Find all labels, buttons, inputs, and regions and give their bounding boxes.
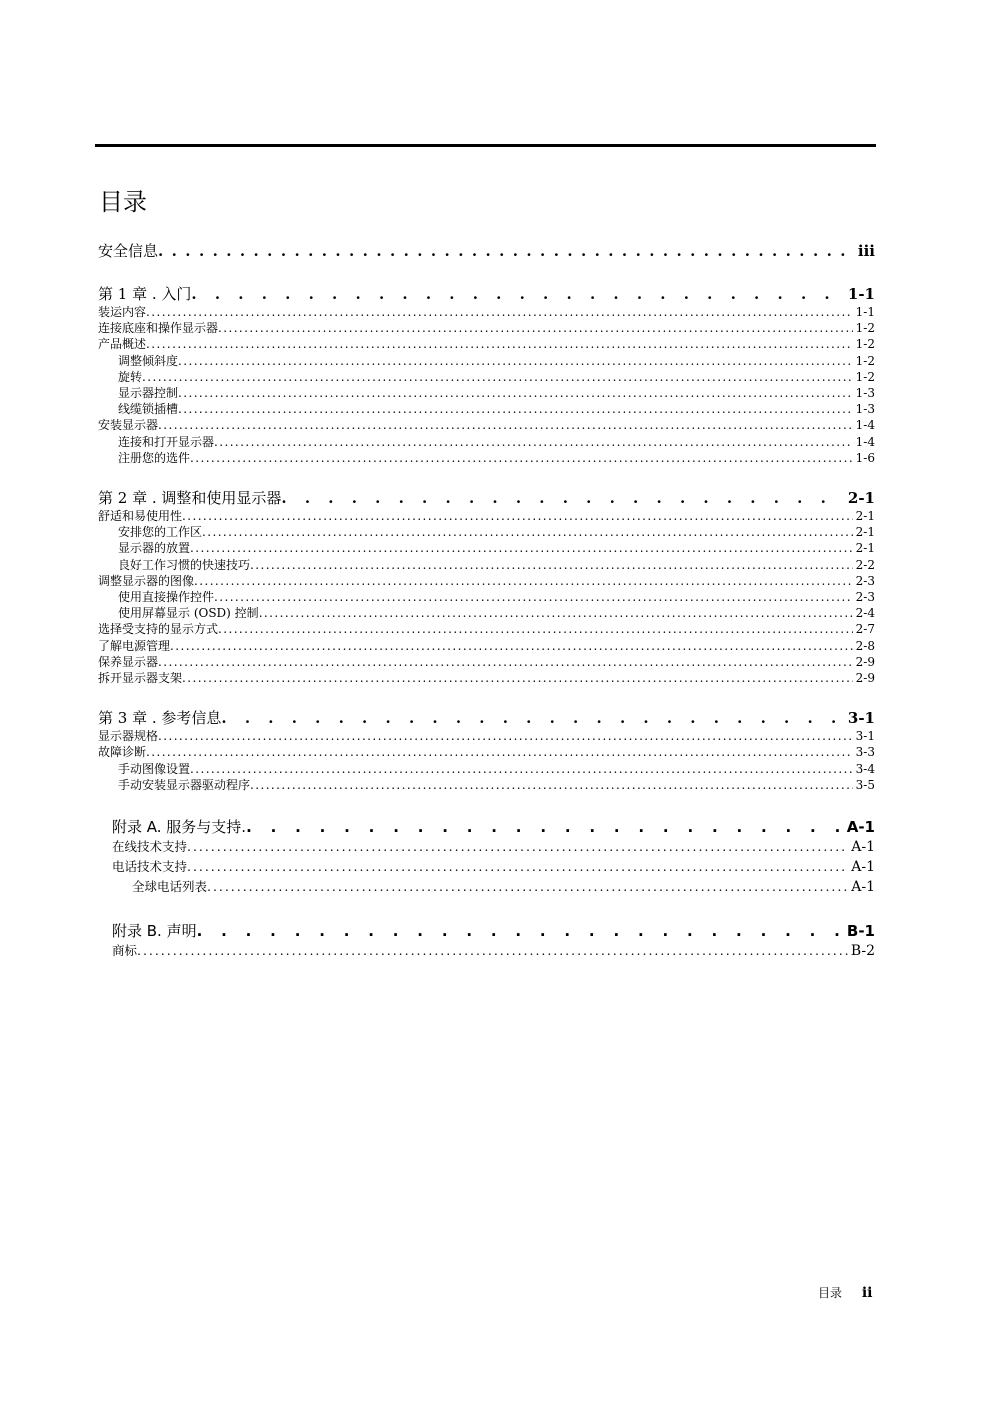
toc-entry[interactable] [98, 857, 875, 877]
leader-dots [146, 744, 853, 760]
leader-dots [158, 240, 855, 262]
appendix-heading[interactable] [98, 817, 875, 837]
leader-dots [259, 605, 853, 621]
toc-entry-page: 1-4 [855, 434, 875, 449]
leader-dots [187, 837, 848, 857]
toc-entry-title: 良好工作习惯的快速技巧 [118, 557, 251, 572]
toc-entry[interactable] [98, 589, 875, 605]
toc-entry-title: 装运内容 [98, 305, 147, 319]
toc-entry-page: 1-2 [855, 337, 875, 352]
leader-dots [190, 450, 853, 466]
toc-entry-title: 安装显示器 [98, 418, 159, 433]
toc-entry[interactable] [98, 573, 875, 589]
leader-dots [207, 877, 848, 897]
toc-entry-title: 了解电源管理 [98, 638, 171, 653]
toc-entry-title: 使用屏幕显示 (OSD) 控制 [118, 606, 259, 621]
toc-entry-title: 全球电话列表 [132, 879, 208, 895]
toc-entry-title: 第 2 章 . 调整和使用显示器 [98, 489, 282, 508]
toc-entry-page: A-1 [851, 879, 875, 896]
toc-entry[interactable] [98, 320, 875, 336]
toc-entry[interactable] [98, 434, 875, 450]
toc-entry-page: 1-3 [855, 386, 875, 401]
toc-entry-page: 2-1 [855, 541, 875, 556]
toc-entry[interactable] [98, 524, 875, 540]
toc-entry-title: 附录 B. 声明 [112, 922, 197, 941]
toc-entry-title: 附录 A. 服务与支持. [112, 818, 247, 837]
toc-entry-page: A-1 [846, 818, 875, 837]
toc-entry-title: 连接和打开显示器 [118, 434, 215, 449]
toc-entry[interactable] [98, 728, 875, 744]
toc-entry-title: 旋转 [118, 369, 143, 384]
leader-dots [250, 557, 853, 573]
chapter-list [98, 284, 875, 793]
toc-entry[interactable] [98, 877, 875, 897]
toc-entry[interactable] [98, 369, 875, 385]
toc-entry-page: 2-8 [855, 638, 875, 653]
footer-label: 目录 [818, 1286, 843, 1300]
toc-entry-page: 2-9 [855, 671, 875, 686]
toc-entry-title: 在线技术支持 [112, 839, 188, 855]
toc-entry-page: 1-1 [855, 305, 875, 319]
toc-entry-title: 保养显示器 [98, 654, 159, 669]
chapter-heading[interactable] [98, 488, 875, 508]
toc-entry-page: 1-2 [855, 353, 875, 368]
toc-entry-page: 2-7 [855, 622, 875, 637]
leader-dots [221, 708, 845, 728]
toc-entry[interactable] [98, 605, 875, 621]
toc-entry[interactable] [98, 385, 875, 401]
toc-entry[interactable] [98, 353, 875, 369]
toc-entry[interactable] [98, 450, 875, 466]
appendix-heading[interactable] [98, 921, 875, 941]
footer-page-number: ii [861, 1285, 873, 1301]
leader-dots [218, 621, 853, 637]
toc-entry-page: 1-2 [855, 369, 875, 384]
leader-dots [158, 654, 853, 670]
toc-entry-page: 2-9 [855, 654, 875, 669]
leader-dots [182, 670, 853, 686]
toc-entry-title: 显示器控制 [118, 386, 179, 401]
toc-entry-title: 安全信息 [98, 242, 159, 260]
toc-entry-page: 3-1 [847, 709, 875, 728]
toc-entry[interactable] [98, 654, 875, 670]
toc-entry[interactable] [98, 638, 875, 654]
toc-entry-page: 3-1 [855, 729, 875, 744]
leader-dots [158, 417, 853, 433]
toc-entry-title: 使用直接操作控件 [118, 590, 215, 605]
toc-entry[interactable] [98, 744, 875, 760]
toc-entry-page: 1-3 [855, 402, 875, 417]
leader-dots [178, 385, 853, 401]
leader-dots [178, 401, 853, 417]
chapter-heading[interactable] [98, 284, 875, 304]
toc-entry[interactable] [98, 621, 875, 637]
leader-dots [158, 728, 853, 744]
toc-entry-title: 显示器的放置 [118, 541, 191, 556]
toc-entry-title: 安排您的工作区 [118, 525, 203, 540]
toc-entry-title: 产品概述 [98, 337, 147, 352]
toc-entry[interactable] [98, 941, 875, 961]
toc-entry-page: 1-1 [847, 285, 875, 303]
toc-entry-page: 3-5 [855, 777, 875, 792]
leader-dots [190, 761, 853, 777]
leader-dots [142, 369, 853, 385]
leader-dots [190, 540, 853, 556]
toc-entry-title: 故障诊断 [98, 745, 147, 760]
toc-entry-title: 舒适和易使用性 [98, 509, 183, 524]
header-rule [95, 144, 876, 147]
leader-dots [191, 284, 845, 304]
toc-entry-page: 1-2 [855, 321, 875, 336]
toc-entry-title: 手动图像设置 [118, 761, 191, 776]
toc-entry[interactable] [98, 837, 875, 857]
leader-dots [218, 320, 853, 336]
toc-entry-page: 3-4 [855, 761, 875, 776]
toc-entry-page: A-1 [851, 859, 875, 876]
leader-dots [170, 638, 853, 654]
toc-entry-safety[interactable] [98, 240, 875, 262]
leader-dots [146, 336, 853, 352]
toc-entry-title: 第 1 章 . 入门 [98, 285, 192, 303]
toc-entry-title: 商标 [112, 943, 138, 959]
toc-entry-page: 2-1 [855, 525, 875, 540]
toc-entry-page: 2-1 [855, 509, 875, 524]
toc-entry-page: 2-3 [855, 590, 875, 605]
toc-entry-page: 3-3 [855, 745, 875, 760]
leader-dots [281, 488, 845, 508]
leader-dots [137, 941, 848, 961]
toc-entry-title: 手动安装显示器驱动程序 [118, 777, 251, 792]
toc-entry-title: 连接底座和操作显示器 [98, 321, 219, 336]
toc-entry-title: 线缆锁插槽 [118, 402, 179, 417]
toc-entry-page: 2-4 [855, 606, 875, 621]
toc-entry-page: 2-3 [855, 573, 875, 588]
leader-dots [214, 589, 853, 605]
toc-entry-title: 显示器规格 [98, 729, 159, 744]
leader-dots [182, 508, 853, 524]
toc-entry-title: 第 3 章 . 参考信息 [98, 709, 222, 728]
toc-entry-page: 2-1 [847, 489, 875, 508]
page-footer [818, 1284, 872, 1302]
leader-dots [178, 353, 853, 369]
leader-dots [187, 857, 848, 877]
toc-entry[interactable] [98, 336, 875, 352]
toc-entry-page: 1-4 [855, 418, 875, 433]
toc-entry-title: 电话技术支持 [112, 859, 188, 875]
toc-entry[interactable] [98, 670, 875, 686]
toc-entry-page: B-1 [846, 922, 875, 941]
toc-entry[interactable] [98, 557, 875, 573]
toc-entry-page: iii [857, 242, 875, 260]
toc-entry[interactable] [98, 777, 875, 793]
leader-dots [246, 817, 844, 837]
toc-entry[interactable] [98, 304, 875, 320]
toc-entry-title: 调整显示器的图像 [98, 573, 195, 588]
toc-entry[interactable] [98, 508, 875, 524]
toc-entry[interactable] [98, 401, 875, 417]
toc-entry-title: 调整倾斜度 [118, 353, 179, 368]
toc-entry-page: A-1 [851, 839, 875, 856]
toc-entry[interactable] [98, 761, 875, 777]
leader-dots [250, 777, 853, 793]
leader-dots [146, 304, 853, 320]
toc-entry-page: B-2 [850, 943, 875, 960]
leader-dots [214, 434, 853, 450]
toc-entry[interactable] [98, 540, 875, 556]
leader-dots [194, 573, 853, 589]
leader-dots [202, 524, 853, 540]
page-title: 目录 [99, 188, 147, 216]
toc-entry-title: 注册您的选件 [118, 450, 191, 465]
appendix-list [98, 817, 875, 961]
leader-dots [197, 921, 844, 941]
chapter-heading[interactable] [98, 708, 875, 728]
toc-entry[interactable] [98, 417, 875, 433]
toc-entry-title: 选择受支持的显示方式 [98, 622, 219, 637]
toc-entry-page: 1-6 [855, 450, 875, 465]
table-of-contents [98, 240, 875, 961]
toc-entry-title: 拆开显示器支架 [98, 671, 183, 686]
toc-entry-page: 2-2 [855, 557, 875, 572]
